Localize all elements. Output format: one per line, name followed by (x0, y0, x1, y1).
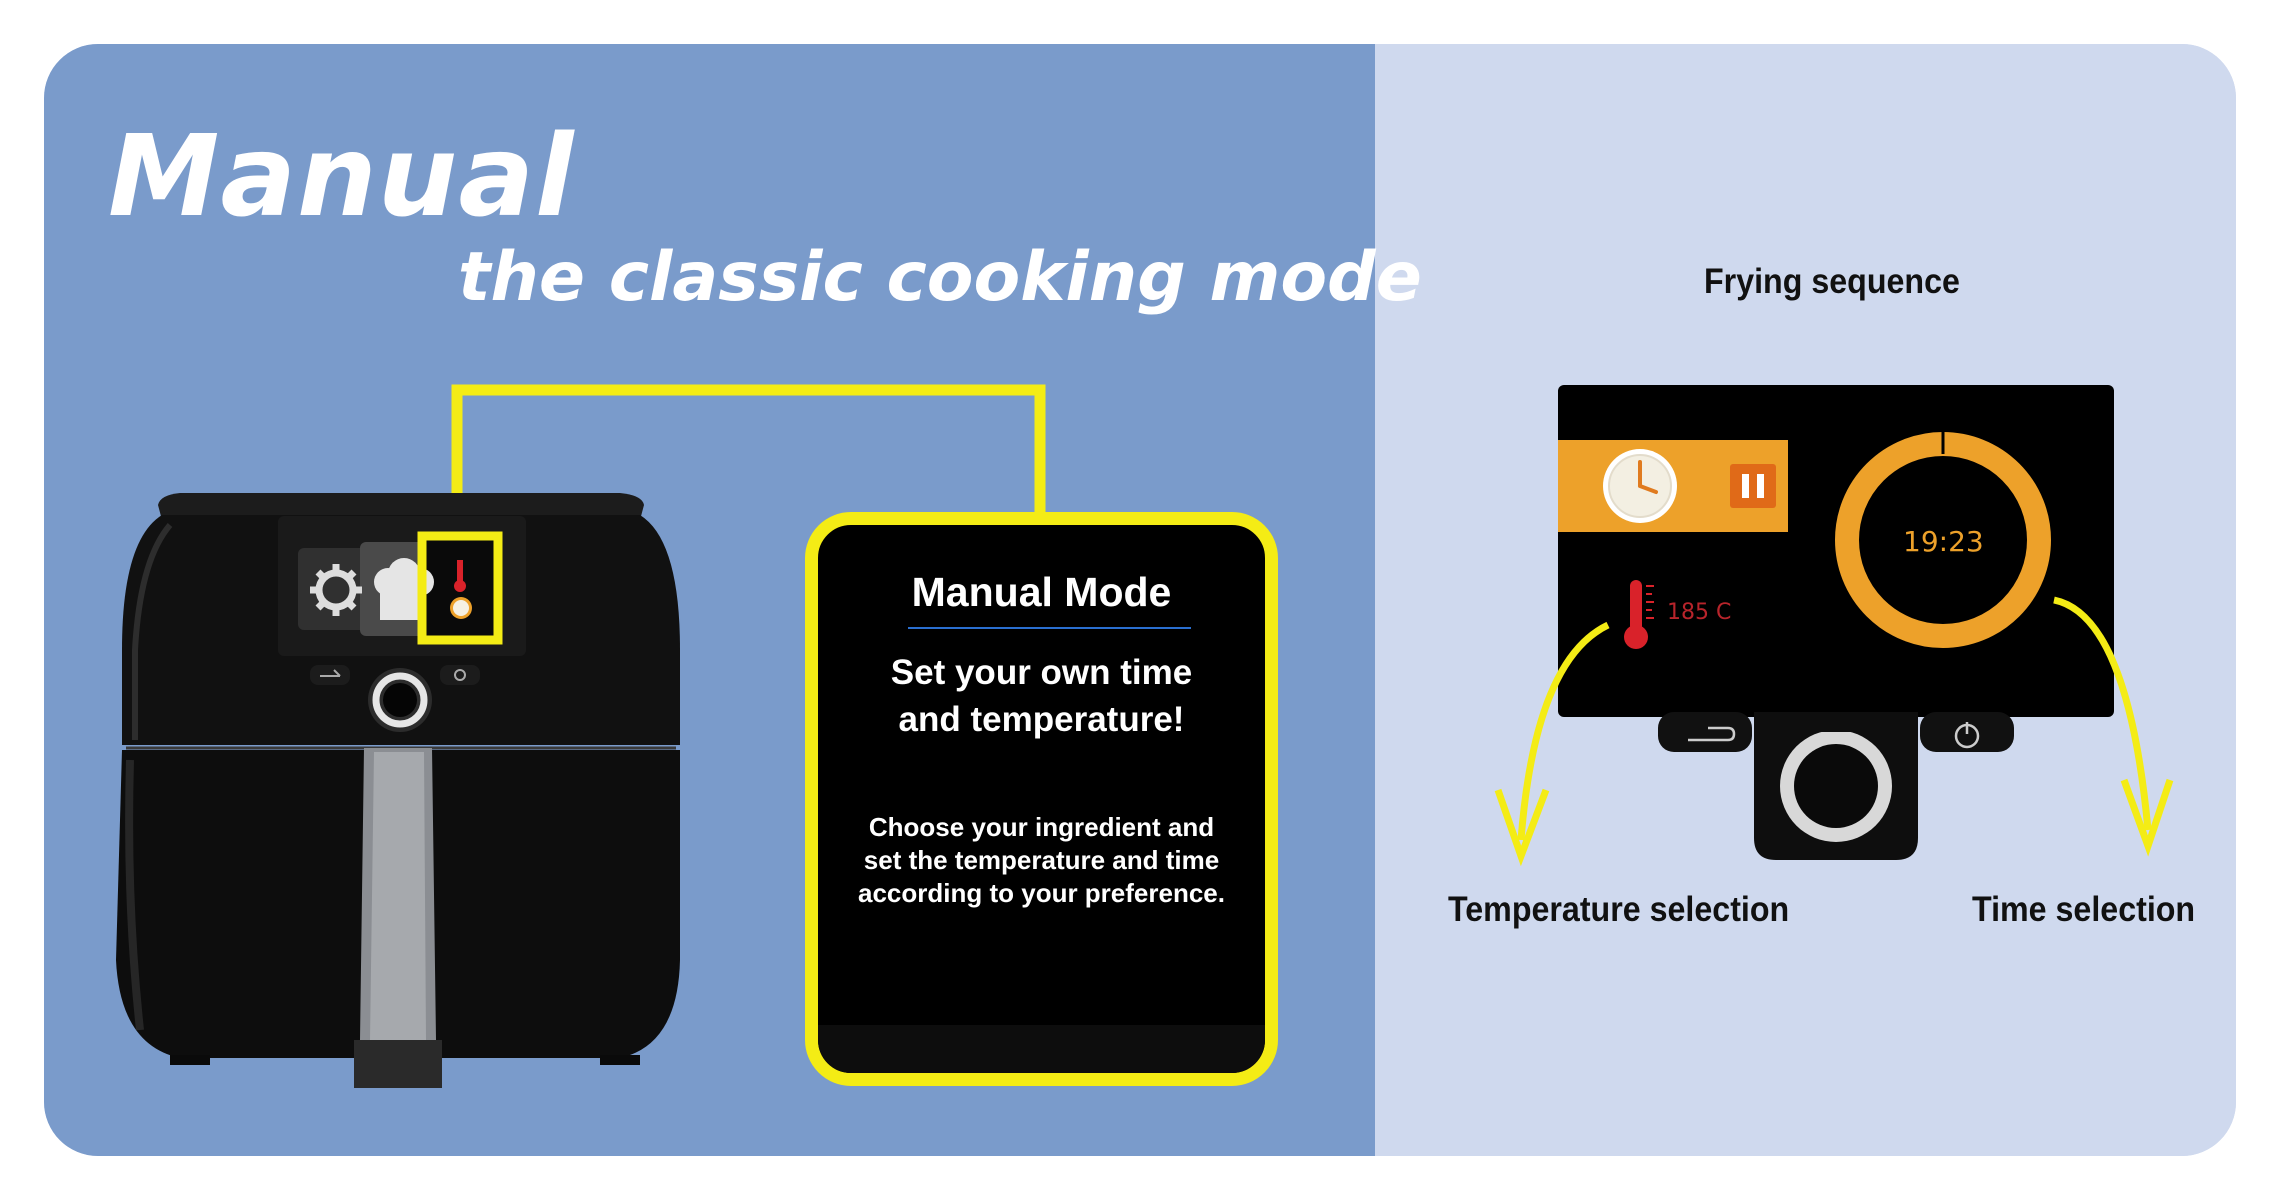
screen-description-line-3: according to your preference. (858, 878, 1225, 908)
screen-title: Manual Mode (911, 569, 1172, 615)
temperature-selection-label: Temperature selection (1448, 890, 1790, 929)
time-selection-label: Time selection (1972, 890, 2196, 929)
page-subtitle: the classic cooking mode (458, 238, 1422, 317)
frying-sequence-heading: Frying sequence (1704, 262, 1960, 301)
pause-icon (1730, 464, 1776, 508)
screen-subtitle-line-1: Set your own time (890, 653, 1193, 692)
page-title: Manual (108, 112, 575, 242)
timer-readout: 19:23 (1903, 525, 1984, 558)
screen-description-line-2: set the temperature and time (863, 845, 1220, 875)
temperature-readout: 185 C (1667, 600, 1732, 625)
clock-icon (1603, 449, 1677, 523)
screen-subtitle-line-2: and temperature! (898, 700, 1185, 739)
screen-description-line-1: Choose your ingredient and (868, 812, 1215, 842)
